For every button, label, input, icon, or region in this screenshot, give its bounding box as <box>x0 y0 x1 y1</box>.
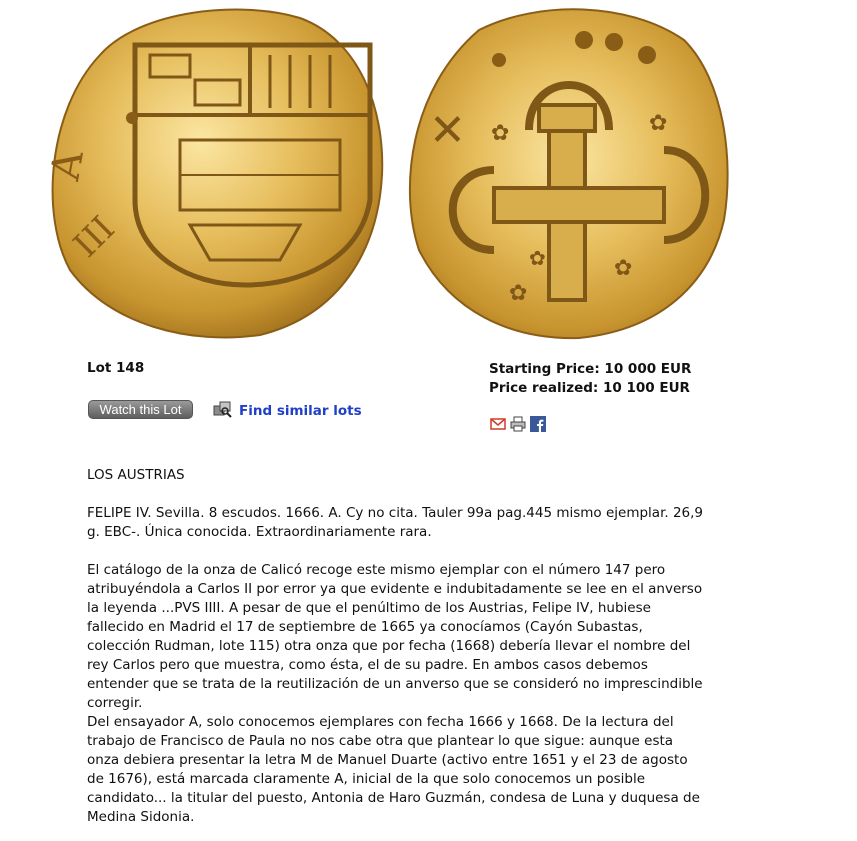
description-paragraph-1: El catálogo de la onza de Calicó recoge este mismo ejemplar con el número 147 pero atribuyéndola a Carlos II por error ya que evidente e indubitadamente se lee en el anverso la leyenda ...PVS IIII. A pesar de que el penúltimo de los Austrias, Felipe IV, hubiese fallecido en Madrid el 17 de septiembre de 1665 ya conocíamos (Cayón Subastas, colección Rudman, lote 115) otra onza que por fecha (1668) debería llevar el nombre del rey Carlos pero que muestra, como ésta, el de su padre. En ambos casos debemos entender que se trata de la reutilización de un anverso que se consideró no imprescindible corregir. <box>87 562 703 711</box>
facebook-icon[interactable] <box>530 416 546 432</box>
price-realized: Price realized: 10 100 EUR <box>489 380 690 396</box>
description-paragraph-2: Del ensayador A, solo conocemos ejemplares con fecha 1666 y 1668. De la lectura del trabajo de Francisco de Paula no nos cabe otra que plantear lo que sigue: aunque esta onza debiera presentar la letra M de Manuel Duarte (activo entre 1651 y el 23 de agosto de 1676), está marcada claramente A, inicial de la que solo conocemos un posible candidato... la titular del puesto, Antonia de Haro Guzmán, condesa de Luna y duquesa de Medina Sidonia. <box>87 714 700 825</box>
svg-text:III: III <box>66 208 123 266</box>
print-icon[interactable] <box>510 416 526 432</box>
coin-obverse-image <box>40 0 386 340</box>
coin-reverse-image <box>399 0 733 340</box>
svg-text:✿: ✿ <box>614 256 633 281</box>
section-title: LOS AUSTRIAS <box>87 467 185 483</box>
svg-text:✿: ✿ <box>529 246 546 270</box>
share-icons <box>490 416 546 432</box>
lot-number: Lot 148 <box>87 360 145 376</box>
lot-summary: FELIPE IV. Sevilla. 8 escudos. 1666. A. Cy no cita. Tauler 99a pag.445 mismo ejemplar. 26,9 g. EBC-. Única conocida. Extraordinariamente rara. <box>87 505 704 540</box>
find-similar-lots-link[interactable] <box>213 401 362 421</box>
email-icon[interactable] <box>490 416 506 432</box>
svg-text:✕: ✕ <box>429 105 466 156</box>
lot-description <box>87 466 707 827</box>
watch-lot-button[interactable]: Watch this Lot <box>88 400 193 419</box>
find-similar-lots-label: Find similar lots <box>239 403 362 419</box>
svg-text:A: A <box>42 147 93 184</box>
price-block <box>489 360 691 398</box>
svg-text:✿: ✿ <box>491 121 510 146</box>
svg-text:✿: ✿ <box>649 111 668 136</box>
find-similar-icon <box>213 400 233 422</box>
svg-text:✿: ✿ <box>509 281 528 306</box>
starting-price: Starting Price: 10 000 EUR <box>489 361 692 377</box>
